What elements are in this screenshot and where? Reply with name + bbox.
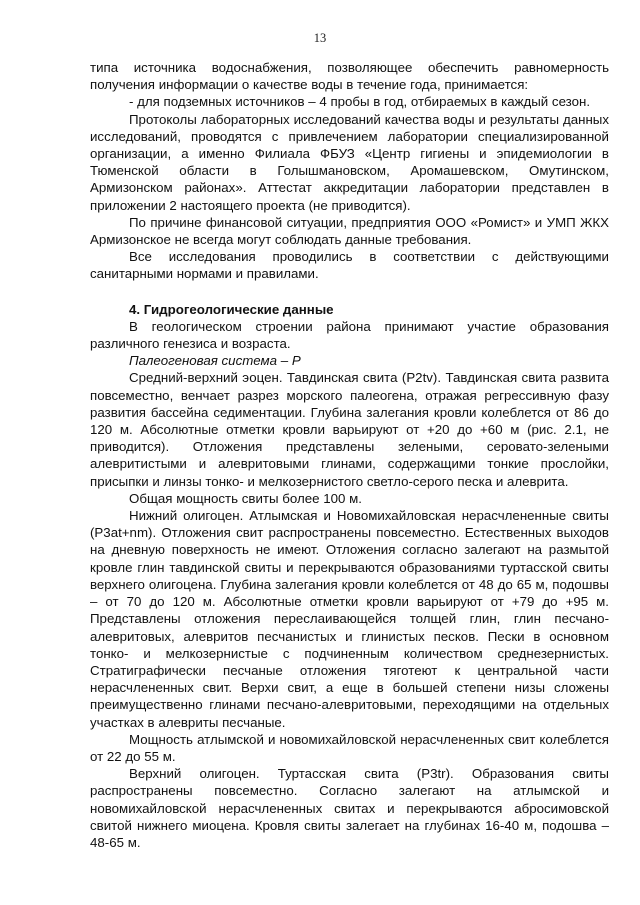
paragraph: Протоколы лабораторных исследований качества воды и результаты данных исследований, проводятся с привлечением лаборатории специализированной организации, а именно Филиала ФБУЗ «Центр гигиены и эпидемиологии в Тюменской области в Голышмановском, Аромашевском, Омутинском, Армизонском районах». Аттестат аккредитации лаборатории представлен в приложении 2 настоящего проекта (не приводится). xyxy=(90,111,609,213)
paragraph-spacer xyxy=(90,283,609,301)
paragraph: Мощность атлымской и новомихайловской нерасчлененных свит колеблется от 22 до 55 м. xyxy=(90,731,609,764)
paragraph: В геологическом строении района принимают участие образования различного генезиса и возраста. xyxy=(90,318,609,352)
paragraph: Все исследования проводились в соответствии с действующими санитарными нормами и правилами. xyxy=(90,249,609,282)
subsection-title: Палеогеновая система – P xyxy=(129,353,301,369)
page-number: 13 xyxy=(313,31,327,45)
paragraph: По причине финансовой ситуации, предприятия ООО «Ромист» и УМП ЖКХ Армизонское не всегда могут соблюдать данные требования. xyxy=(90,214,609,248)
paragraph: Верхний олигоцен. Туртасская свита (P3tr). Образования свиты распространены повсеместно. Согласно залегают на атлымской и новомихайловской нерасчлененных свитах и перекрываются абросимовской свитой нижнего миоцена. Кровля свиты залегает на глубинах 16-40 м, подошва – 48-65 м. xyxy=(90,766,609,850)
paragraph: типа источника водоснабжения, позволяющее обеспечить равномерность получения информации о качестве воды в течение года, принимается: xyxy=(90,60,609,93)
paragraph: Нижний олигоцен. Атлымская и Новомихайловская нерасчлененные свиты (P3at+nm). Отложения свит распространены повсеместно. Естественных выходов на дневную поверхность не имеют. Отложения согласно залегают на размытой кровле глин тавдинской свиты и перекрываются образованиями туртасской свиты верхнего олигоцена. Глубина залегания кровли колеблется от 48 до 65 м, подошвы – от 70 до 120 м. Абсолютные отметки кровли варьируют от +79 до +95 м. Представлены отложения переслаивающейся толщей глин, глин песчано-алевритовых, алевритов песчанистых и глинистых песков. Пески в основном тонко- и мелкозернистые с подчиненным количеством среднезернистых. Стратиграфически песчаные отложения тяготеют к центральной части нерасчлененных свит. Верхи свит, а еще в большей степени низы сложены преимущественно глинами песчано-алевритовыми, переходящими на отдельных участках в алевриты песчаные. xyxy=(90,508,609,730)
paragraph: Общая мощность свиты более 100 м. xyxy=(129,490,362,506)
document-body xyxy=(90,59,609,851)
paragraph: Средний-верхний эоцен. Тавдинская свита (P2tv). Тавдинская свита развита повсеместно, венчает разрез морского палеогена, отражая регрессивную фазу развития бассейна седиментации. Глубина залегания кровли колеблется от 86 до 120 м. Абсолютные отметки кровли варьируют от +20 до +60 м (рис. 2.1, не приводится). Отложения представлены зелеными, серовато-зелеными алевритистыми и алевритовыми глинами, содержащими тонкие прослойки, присыпки и линзы тонко- и мелкозернистого светло-серого песка и алеврита. xyxy=(90,370,609,489)
section-heading: 4. Гидрогеологические данные xyxy=(129,301,334,317)
paragraph: - для подземных источников – 4 пробы в год, отбираемых в каждый сезон. xyxy=(129,94,591,110)
